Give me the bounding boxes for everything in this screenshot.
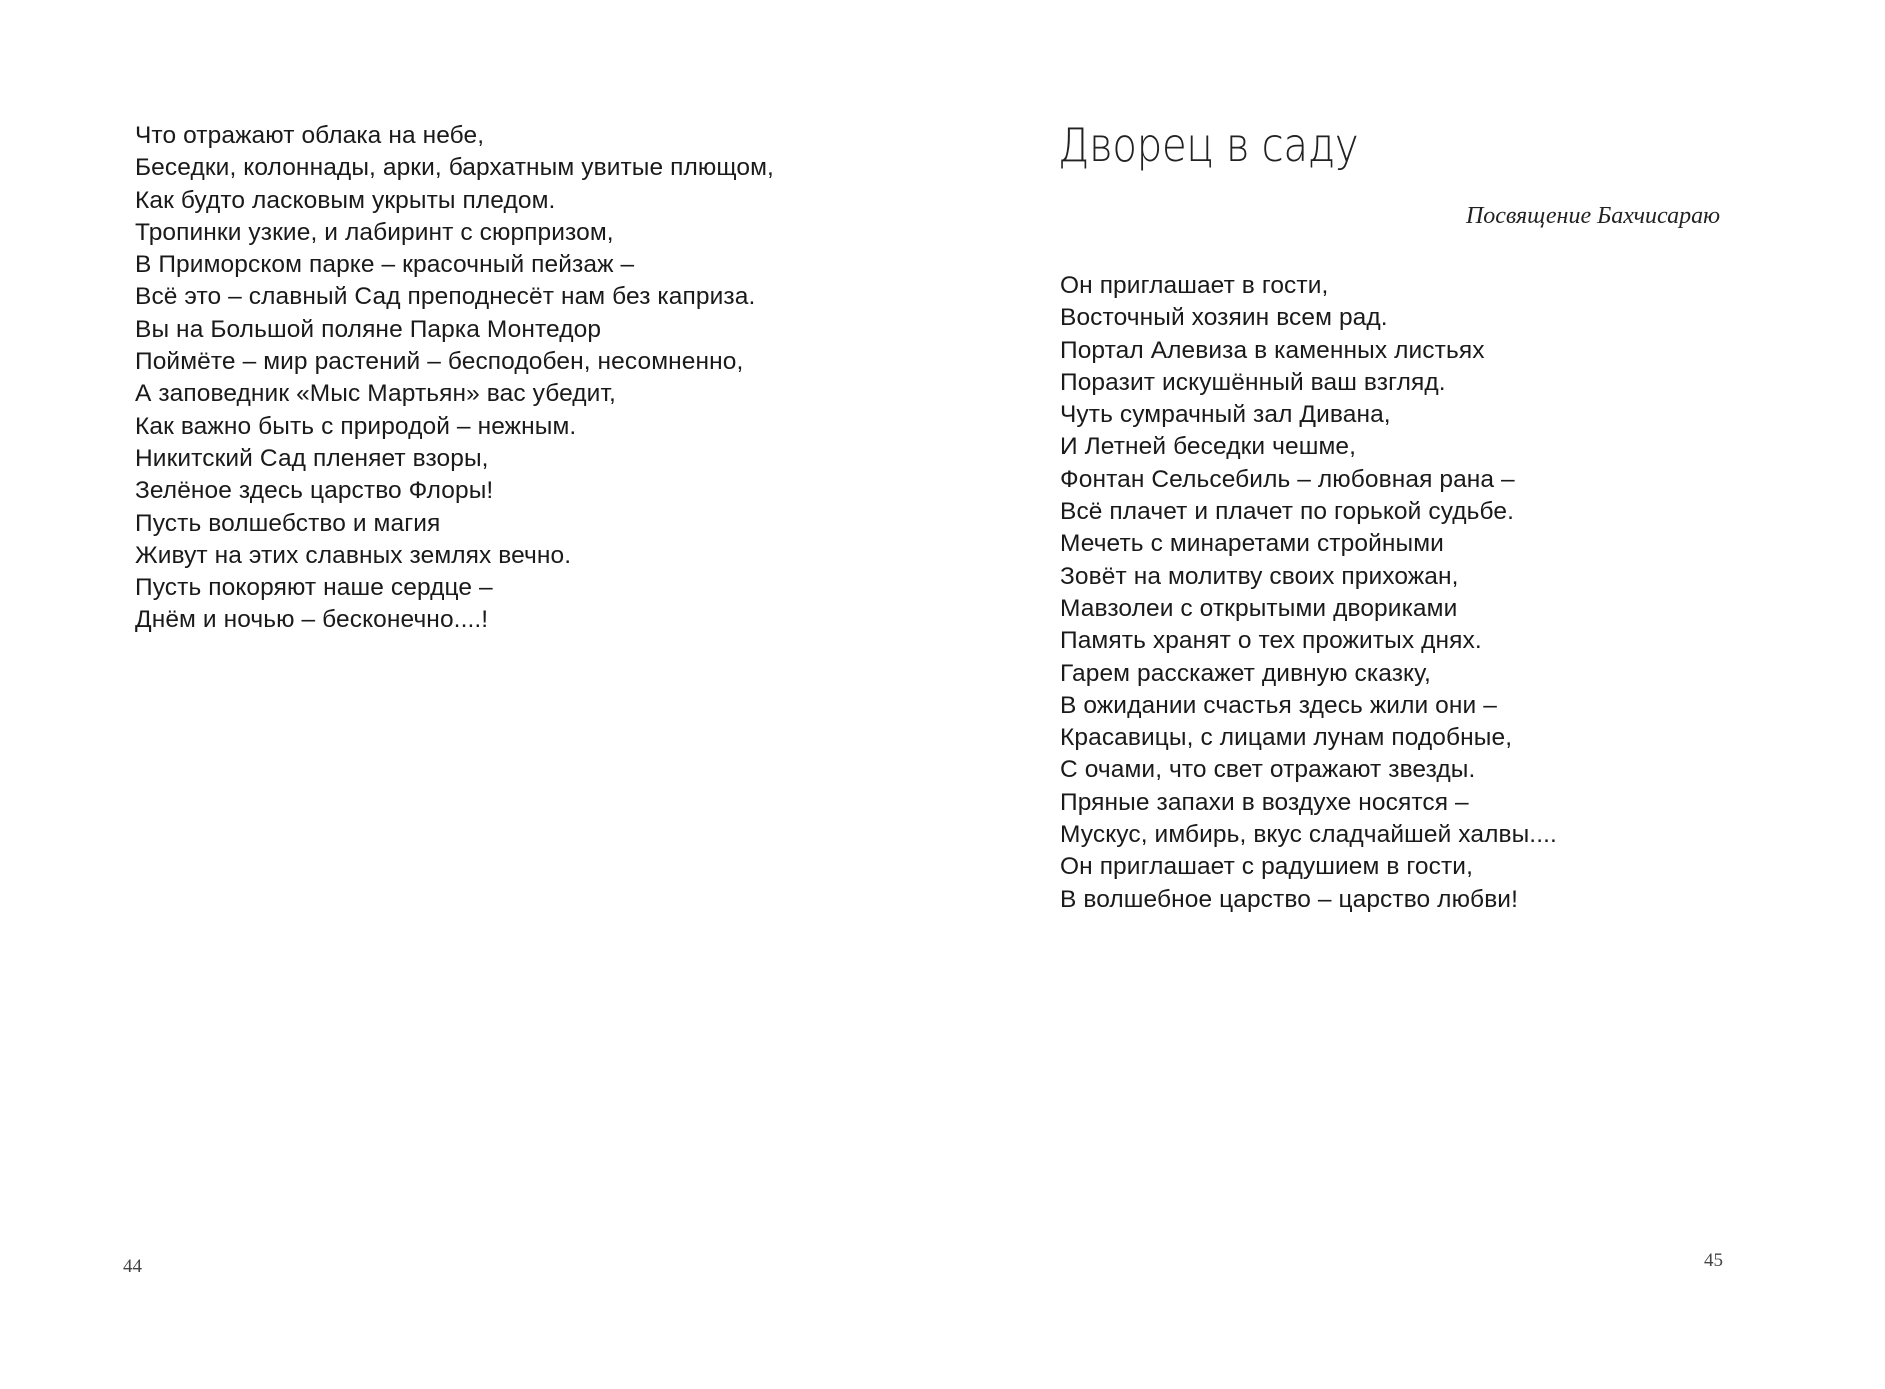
poem-line: И Летней беседки чешме, <box>1060 433 1357 461</box>
poem-line: Пряные запахи в воздухе носятся – <box>1060 788 1469 816</box>
poem-line: Он приглашает в гости, <box>1060 272 1329 299</box>
poem-title: Дворец в саду <box>1058 118 1359 172</box>
poem-line: Как будто ласковым укрыты пледом. <box>135 186 556 214</box>
poem-line: Днём и ночью – бесконечно....! <box>135 606 489 634</box>
poem-line: Вы на Большой поляне Парка Монтедор <box>135 315 602 343</box>
page-number-right: 45 <box>1704 1250 1723 1271</box>
left-page <box>0 0 942 1389</box>
poem-line: Поймёте – мир растений – бесподобен, несомненно, <box>135 348 744 376</box>
poem-line: Память хранят о тех прожитых днях. <box>1060 627 1482 655</box>
poem-line: Гарем расскажет дивную сказку, <box>1060 659 1431 687</box>
poem-line: В ожидании счастья здесь жили они – <box>1060 691 1497 719</box>
poem-line: Чуть сумрачный зал Дивана, <box>1060 401 1391 429</box>
right-poem <box>1060 270 1557 916</box>
poem-line: Зелёное здесь царство Флоры! <box>135 477 494 505</box>
poem-line: Мавзолеи с открытыми двориками <box>1060 594 1458 622</box>
poem-line: Восточный хозяин всем рад. <box>1060 304 1388 332</box>
poem-line: Зовёт на молитву своих прихожан, <box>1060 562 1459 590</box>
poem-line: Красавицы, с лицами лунам подобные, <box>1060 724 1513 752</box>
poem-line: С очами, что свет отражают звезды. <box>1060 756 1476 784</box>
poem-dedication: Посвящение Бахчисараю <box>1465 203 1720 229</box>
poem-line: Пусть покоряют наше сердце – <box>135 574 493 602</box>
poem-line: Что отражают облака на небе, <box>135 122 485 149</box>
poem-line: А заповедник «Мыс Мартьян» вас убедит, <box>135 380 616 408</box>
poem-line: Как важно быть с природой – нежным. <box>135 412 577 440</box>
poem-line: Фонтан Сельсебиль – любовная рана – <box>1060 465 1515 493</box>
poem-line: Тропинки узкие, и лабиринт с сюрпризом, <box>135 218 614 246</box>
poem-line: В волшебное царство – царство любви! <box>1060 885 1518 913</box>
poem-line: Мечеть с минаретами стройными <box>1060 530 1444 558</box>
poem-line: Никитский Сад пленяет взоры, <box>135 444 489 472</box>
left-poem <box>135 120 774 637</box>
poem-line: Поразит искушённый ваш взгляд. <box>1060 368 1446 396</box>
poem-line: Всё это – славный Сад преподнесёт нам без каприза. <box>135 283 756 311</box>
poem-line: Пусть волшебство и магия <box>135 509 441 537</box>
poem-line: Он приглашает с радушием в гости, <box>1060 853 1473 881</box>
page-number-left: 44 <box>123 1256 142 1277</box>
poem-line: Всё плачет и плачет по горькой судьбе. <box>1060 498 1514 526</box>
right-page <box>942 0 1885 1389</box>
poem-line: Портал Алевиза в каменных листьях <box>1060 336 1485 364</box>
poem-line: Живут на этих славных землях вечно. <box>135 541 572 569</box>
poem-line: В Приморском парке – красочный пейзаж – <box>135 251 635 279</box>
poem-line: Беседки, колоннады, арки, бархатным увитые плющом, <box>135 154 774 182</box>
poem-line: Мускус, имбирь, вкус сладчайшей халвы.... <box>1060 821 1557 849</box>
